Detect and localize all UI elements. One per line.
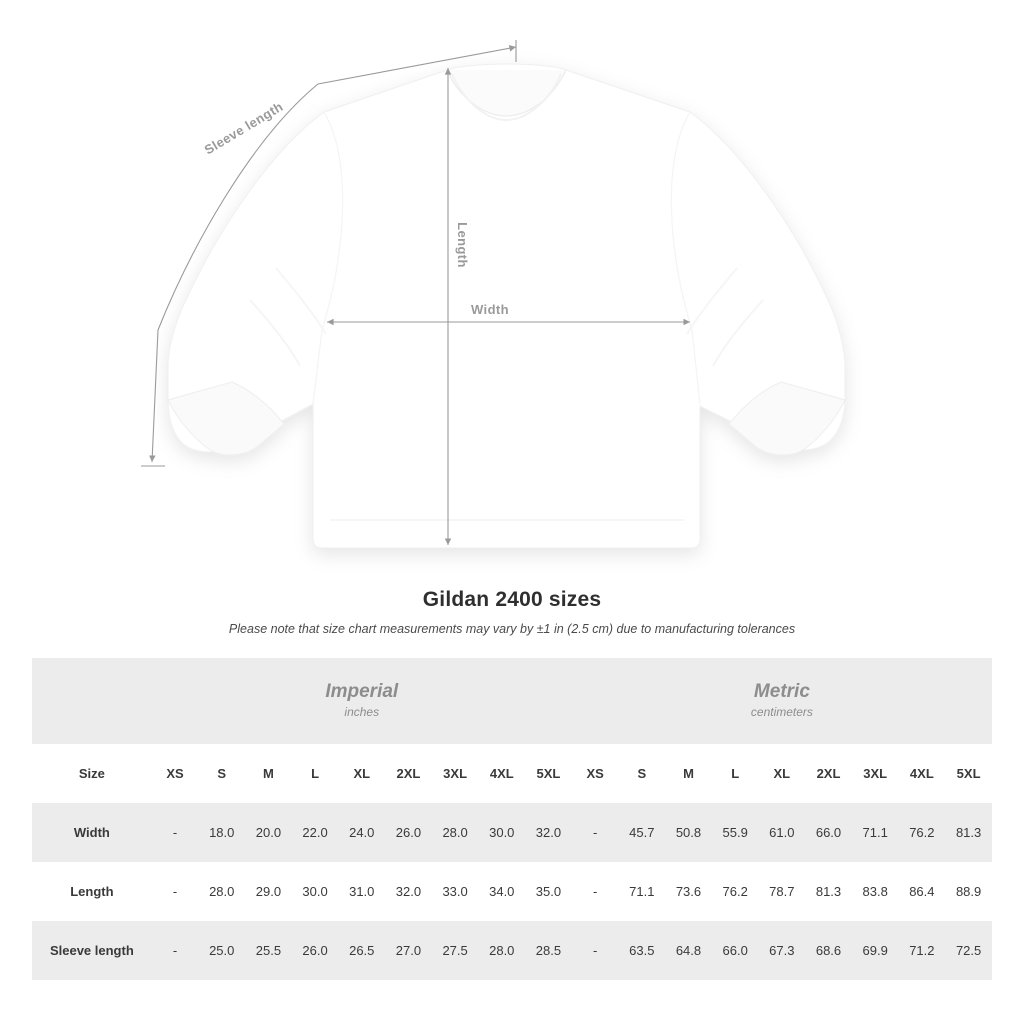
cell-imperial-5xl: 35.0 bbox=[525, 862, 572, 921]
size-header-s-metric: S bbox=[618, 744, 665, 803]
cell-metric-xs: - bbox=[572, 862, 619, 921]
size-header-m-metric: M bbox=[665, 744, 712, 803]
cell-metric-5xl: 88.9 bbox=[945, 862, 992, 921]
size-header-5xl-imperial: 5XL bbox=[525, 744, 572, 803]
cell-metric-l: 66.0 bbox=[712, 921, 759, 980]
cell-metric-4xl: 76.2 bbox=[899, 803, 946, 862]
cell-imperial-2xl: 32.0 bbox=[385, 862, 432, 921]
cell-imperial-s: 25.0 bbox=[198, 921, 245, 980]
sleeve-length-label: Sleeve length bbox=[201, 98, 286, 158]
size-header-xs-imperial: XS bbox=[152, 744, 199, 803]
cell-metric-xl: 67.3 bbox=[759, 921, 806, 980]
size-label-header: Size bbox=[32, 744, 152, 803]
cell-metric-s: 63.5 bbox=[618, 921, 665, 980]
size-header-xl-imperial: XL bbox=[338, 744, 385, 803]
row-label: Sleeve length bbox=[32, 921, 152, 980]
cell-imperial-m: 25.5 bbox=[245, 921, 292, 980]
cell-imperial-l: 22.0 bbox=[292, 803, 339, 862]
cell-metric-xs: - bbox=[572, 803, 619, 862]
page-title: Gildan 2400 sizes bbox=[422, 588, 602, 611]
cell-imperial-s: 28.0 bbox=[198, 862, 245, 921]
size-header-2xl-imperial: 2XL bbox=[385, 744, 432, 803]
cell-metric-xs: - bbox=[572, 921, 619, 980]
size-header-4xl-metric: 4XL bbox=[899, 744, 946, 803]
cell-metric-l: 55.9 bbox=[712, 803, 759, 862]
cell-metric-2xl: 81.3 bbox=[805, 862, 852, 921]
row-label: Width bbox=[32, 803, 152, 862]
size-header-5xl-metric: 5XL bbox=[945, 744, 992, 803]
cell-metric-3xl: 83.8 bbox=[852, 862, 899, 921]
row-label: Length bbox=[32, 862, 152, 921]
cell-metric-xl: 61.0 bbox=[759, 803, 806, 862]
cell-imperial-xl: 26.5 bbox=[338, 921, 385, 980]
size-header-m-imperial: M bbox=[245, 744, 292, 803]
size-header-xl-metric: XL bbox=[759, 744, 806, 803]
cell-metric-l: 76.2 bbox=[712, 862, 759, 921]
cell-metric-2xl: 66.0 bbox=[805, 803, 852, 862]
cell-imperial-3xl: 33.0 bbox=[432, 862, 479, 921]
cell-imperial-5xl: 32.0 bbox=[525, 803, 572, 862]
unit-header-metric bbox=[572, 658, 992, 744]
table-row bbox=[32, 803, 992, 862]
size-header-s-imperial: S bbox=[198, 744, 245, 803]
cell-imperial-2xl: 26.0 bbox=[385, 803, 432, 862]
table-corner-cell bbox=[32, 658, 152, 744]
cell-imperial-l: 30.0 bbox=[292, 862, 339, 921]
cell-imperial-4xl: 28.0 bbox=[478, 921, 525, 980]
cell-imperial-2xl: 27.0 bbox=[385, 921, 432, 980]
cell-imperial-xs: - bbox=[152, 803, 199, 862]
size-header-l-imperial: L bbox=[292, 744, 339, 803]
cell-imperial-m: 29.0 bbox=[245, 862, 292, 921]
cell-imperial-xs: - bbox=[152, 862, 199, 921]
cell-imperial-xl: 24.0 bbox=[338, 803, 385, 862]
cell-imperial-3xl: 27.5 bbox=[432, 921, 479, 980]
size-table-wrap bbox=[32, 658, 992, 980]
cell-metric-5xl: 81.3 bbox=[945, 803, 992, 862]
cell-metric-s: 71.1 bbox=[618, 862, 665, 921]
cell-imperial-3xl: 28.0 bbox=[432, 803, 479, 862]
unit-subtitle: centimeters bbox=[750, 705, 813, 720]
unit-header-imperial bbox=[152, 658, 572, 744]
width-label: Width bbox=[471, 302, 509, 317]
cell-metric-4xl: 86.4 bbox=[899, 862, 946, 921]
cell-imperial-xl: 31.0 bbox=[338, 862, 385, 921]
size-header-l-metric: L bbox=[712, 744, 759, 803]
table-row bbox=[32, 862, 992, 921]
cell-metric-xl: 78.7 bbox=[759, 862, 806, 921]
size-header-xs-metric: XS bbox=[572, 744, 619, 803]
cell-metric-m: 73.6 bbox=[665, 862, 712, 921]
cell-metric-3xl: 71.1 bbox=[852, 803, 899, 862]
cell-imperial-m: 20.0 bbox=[245, 803, 292, 862]
size-chart-table bbox=[32, 658, 992, 980]
cell-metric-2xl: 68.6 bbox=[805, 921, 852, 980]
unit-name: Imperial bbox=[325, 680, 399, 702]
unit-subtitle: inches bbox=[344, 705, 380, 720]
cell-metric-3xl: 69.9 bbox=[852, 921, 899, 980]
cell-imperial-4xl: 30.0 bbox=[478, 803, 525, 862]
unit-name: Metric bbox=[753, 680, 810, 702]
cell-imperial-4xl: 34.0 bbox=[478, 862, 525, 921]
cell-metric-m: 64.8 bbox=[665, 921, 712, 980]
size-header-2xl-metric: 2XL bbox=[805, 744, 852, 803]
cell-metric-4xl: 71.2 bbox=[899, 921, 946, 980]
cell-imperial-5xl: 28.5 bbox=[525, 921, 572, 980]
size-header-4xl-imperial: 4XL bbox=[478, 744, 525, 803]
cell-metric-5xl: 72.5 bbox=[945, 921, 992, 980]
tolerance-note: Please note that size chart measurements may vary by ±1 in (2.5 cm) due to manufacturing tolerances bbox=[228, 622, 796, 636]
cell-metric-m: 50.8 bbox=[665, 803, 712, 862]
size-header-3xl-metric: 3XL bbox=[852, 744, 899, 803]
title-block bbox=[0, 588, 1024, 636]
size-header-3xl-imperial: 3XL bbox=[432, 744, 479, 803]
length-label: Length bbox=[455, 222, 470, 268]
table-row bbox=[32, 921, 992, 980]
cell-imperial-s: 18.0 bbox=[198, 803, 245, 862]
cell-metric-s: 45.7 bbox=[618, 803, 665, 862]
cell-imperial-xs: - bbox=[152, 921, 199, 980]
cell-imperial-l: 26.0 bbox=[292, 921, 339, 980]
